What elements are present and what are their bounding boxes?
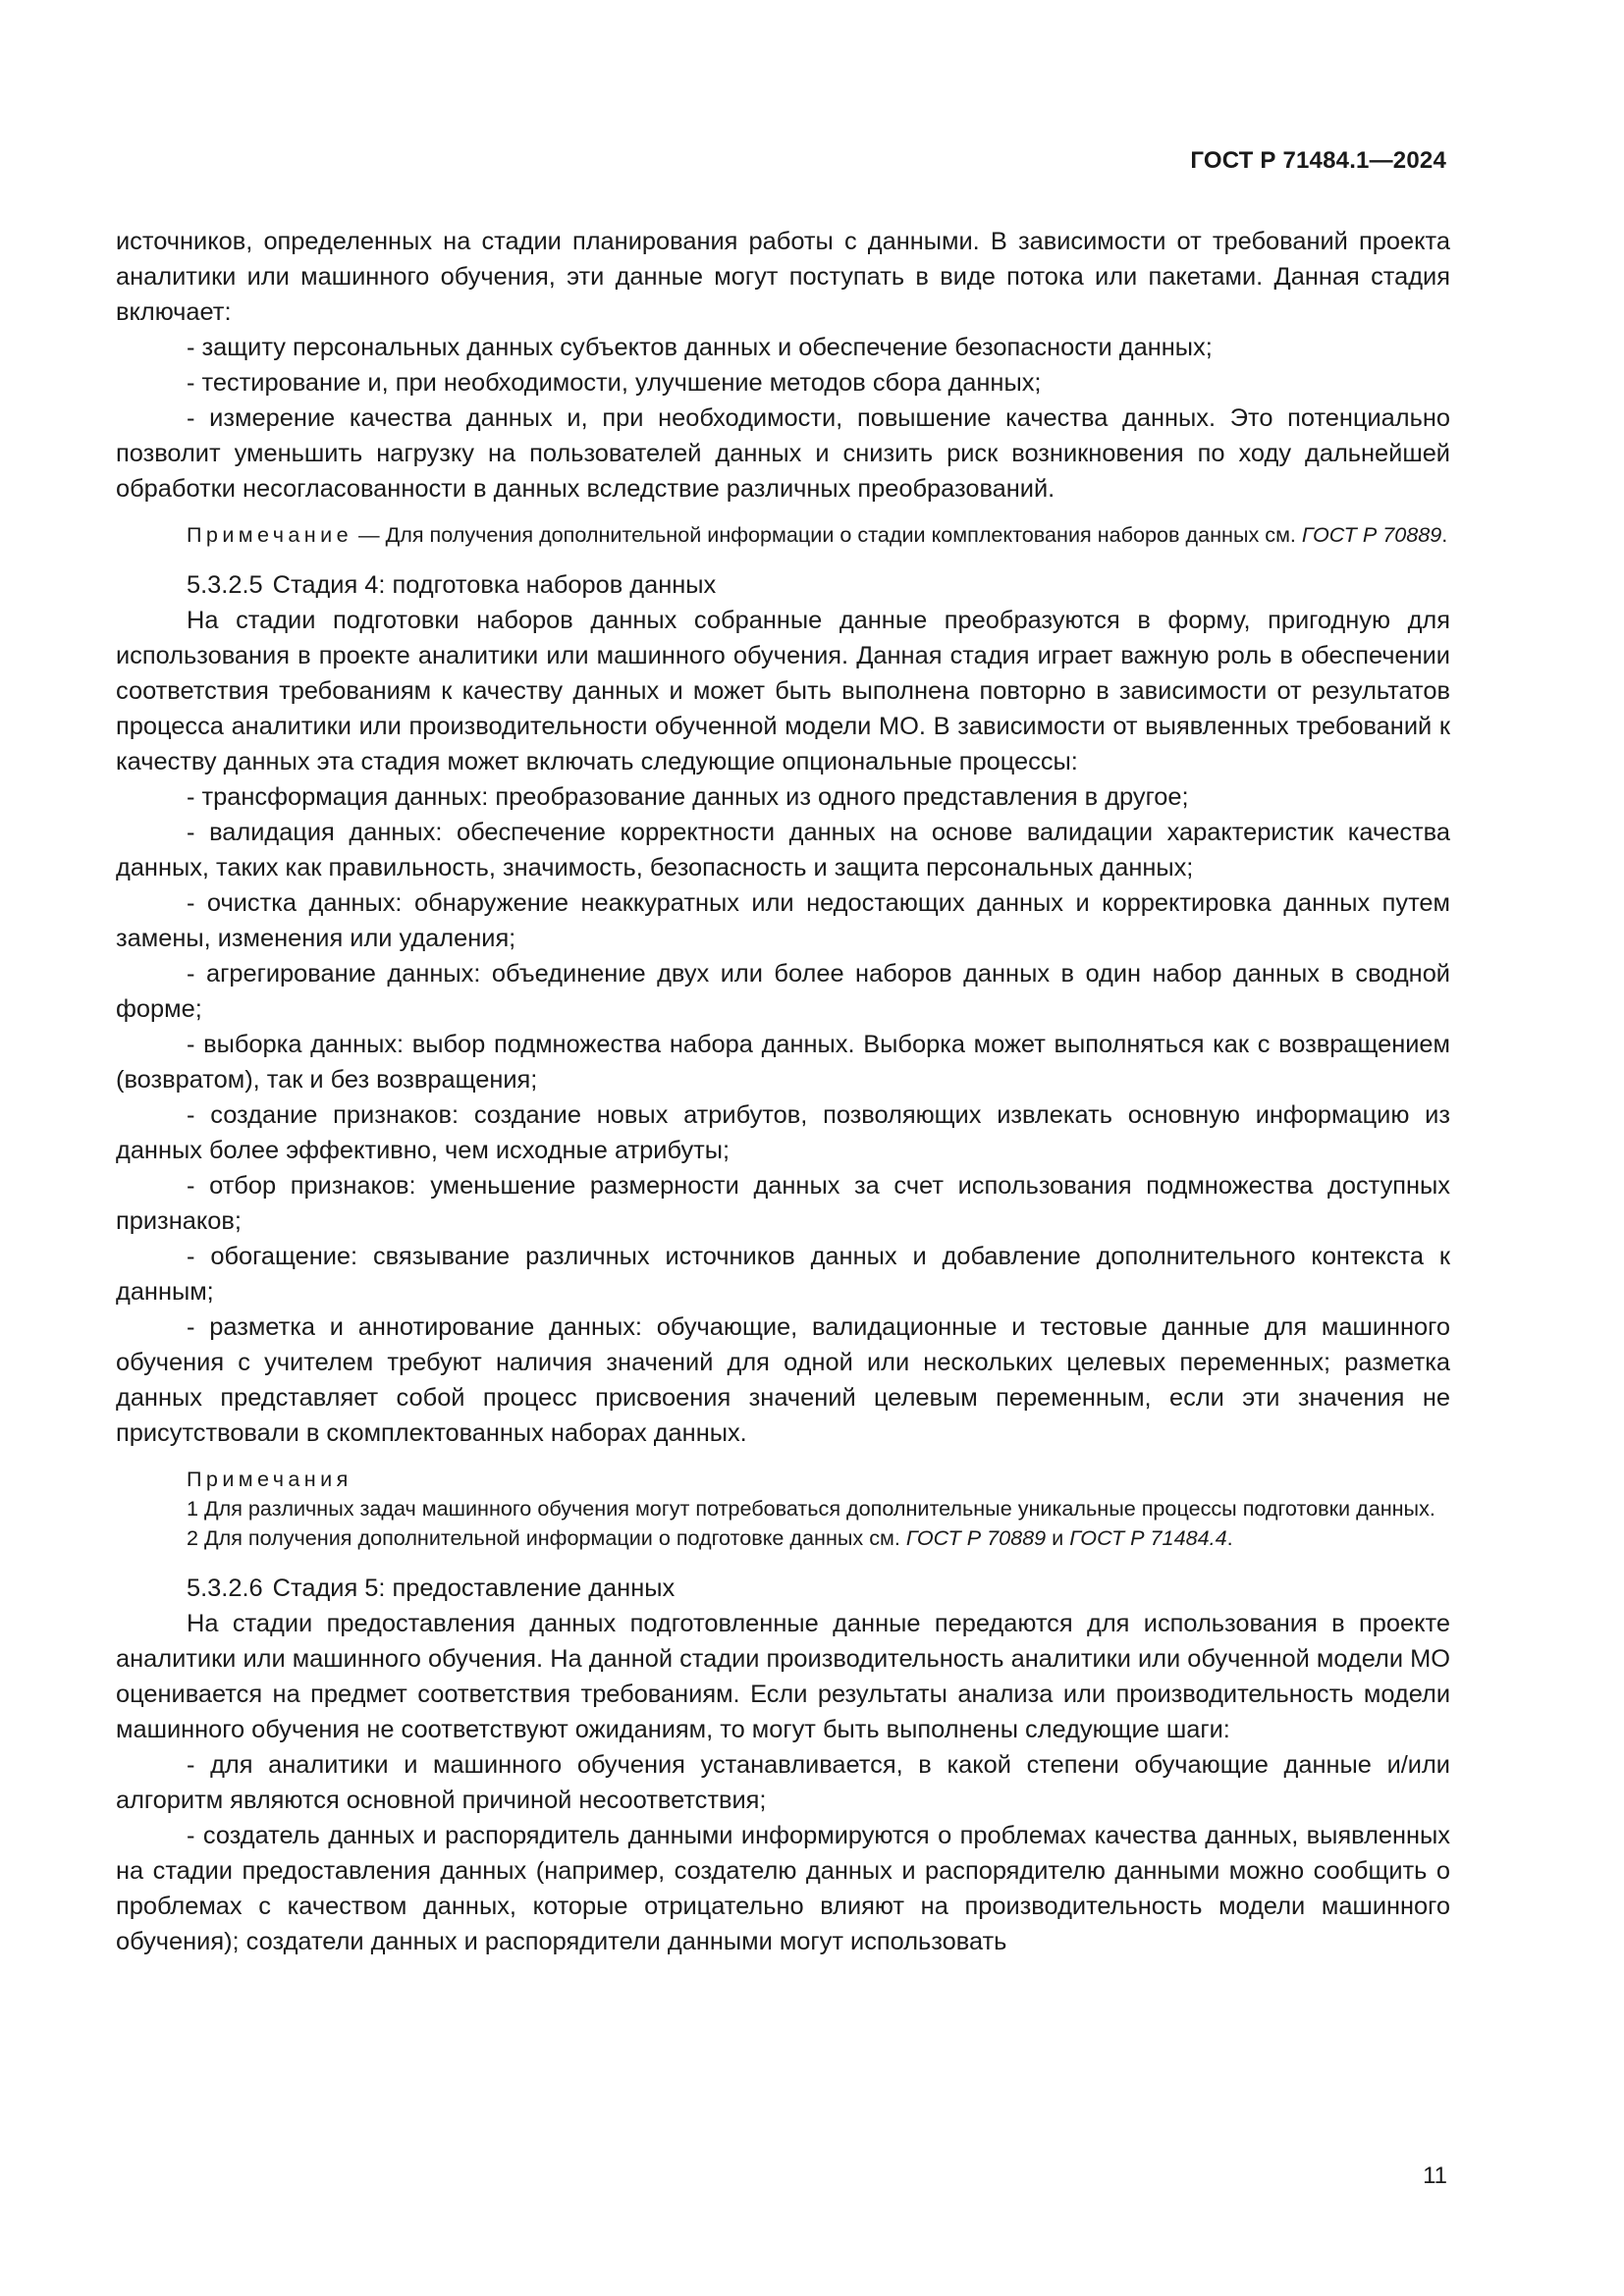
list-item: - измерение качества данных и, при необходимости, повышение качества данных. Это потенциально позволит уменьшить нагрузку на пользователей данных и снизить риск возникновения по ходу дальнейшей обработки несогласованности в данных вследствие различных преобразований. [116, 404, 1450, 503]
list-item: - обогащение: связывание различных источников данных и добавление дополнительного контекста к данным; [116, 1243, 1450, 1306]
note-text: 2 Для получения дополнительной информации о подготовке данных см. [187, 1525, 906, 1550]
section-title: Стадия 4: подготовка наборов данных [272, 571, 717, 599]
page-number: 11 [1423, 2163, 1447, 2189]
list-item: - тестирование и, при необходимости, улучшение методов сбора данных; [187, 369, 1042, 397]
list-item: - агрегирование данных: объединение двух или более наборов данных в один набор данных в сводной форме; [116, 960, 1450, 1023]
note: 2 Для получения дополнительной информации о подготовке данных см. ГОСТ Р 70889 и ГОСТ Р 71484.4. [187, 1525, 1233, 1550]
section-number: 5.3.2.5 [187, 571, 263, 599]
list-item: - создание признаков: создание новых атрибутов, позволяющих извлекать основную информацию из данных более эффективно, чем исходные атрибуты; [116, 1101, 1450, 1164]
list-item: - защиту персональных данных субъектов данных и обеспечение безопасности данных; [187, 334, 1213, 361]
standard-reference: ГОСТ Р 70889 [1301, 522, 1442, 547]
note-end: . [1441, 522, 1448, 547]
note-label: Примечание [187, 522, 352, 547]
list-item: - разметка и аннотирование данных: обучающие, валидационные и тестовые данные для машинного обучения с учителем требуют наличия значений для одной или нескольких целевых переменных; разметка данных представляет собой процесс присвоения значений целевым переменным, если эти значения не присутствовали в скомплектованных наборах данных. [116, 1313, 1450, 1447]
page-content [116, 224, 1450, 1959]
note [116, 520, 1450, 550]
list-item: - создатель данных и распорядитель данными информируются о проблемах качества данных, выявленных на стадии предоставления данных (например, создателю данных и распорядителю данными можно сообщить о проблемах с качеством данных, которые отрицательно влияют на производительность модели машинного обучения); создатели данных и распорядители данными могут использовать [116, 1822, 1450, 1955]
intro-paragraph: источников, определенных на стадии планирования работы с данными. В зависимости от требований проекта аналитики или машинного обучения, эти данные могут поступать в виде потока или пакетами. Данная стадия включает: [116, 228, 1450, 326]
section-heading [116, 1571, 1450, 1606]
notes-label: Примечания [187, 1467, 352, 1491]
section-paragraph: На стадии подготовки наборов данных собранные данные преобразуются в форму, пригодную для использования в проекте аналитики или машинного обучения. Данная стадия играет важную роль в обеспечении соответствия требованиям к качеству данных и может быть выполнена повторно в зависимости от результатов процесса аналитики или производительности обученной модели МО. В зависимости от выявленных требований к качеству данных эта стадия может включать следующие опциональные процессы: [116, 607, 1450, 775]
note: 1 Для различных задач машинного обучения могут потребоваться дополнительные уникальные процессы подготовки данных. [187, 1496, 1435, 1521]
document-header: ГОСТ Р 71484.1—2024 [1190, 147, 1446, 174]
section-heading [116, 567, 1450, 603]
section-paragraph: На стадии предоставления данных подготовленные данные передаются для использования в проекте аналитики или машинного обучения. На данной стадии производительность аналитики или обученной модели МО оценивается на предмет соответствия требованиям. Если результаты анализа или производительность модели машинного обучения не соответствуют ожиданиям, то могут быть выполнены следующие шаги: [116, 1610, 1450, 1743]
standard-reference: ГОСТ Р 70889 [905, 1525, 1047, 1550]
list-item: - выборка данных: выбор подмножества набора данных. Выборка может выполняться как с возвращением (возвратом), так и без возвращения; [116, 1031, 1450, 1094]
list-item: - очистка данных: обнаружение неаккуратных или недостающих данных и корректировка данных путем замены, изменения или удаления; [116, 889, 1450, 952]
note-text: — Для получения дополнительной информации о стадии комплектования наборов данных см. [352, 522, 1302, 547]
section-number: 5.3.2.6 [187, 1575, 263, 1602]
list-item: - трансформация данных: преобразование данных из одного представления в другое; [187, 783, 1189, 811]
section-title: Стадия 5: предоставление данных [272, 1575, 676, 1602]
list-item: - для аналитики и машинного обучения устанавливается, в какой степени обучающие данные и/или алгоритм являются основной причиной несоответствия; [116, 1751, 1450, 1814]
list-item: - отбор признаков: уменьшение размерности данных за счет использования подмножества доступных признаков; [116, 1172, 1450, 1235]
standard-reference: ГОСТ Р 71484.4 [1069, 1525, 1227, 1550]
list-item: - валидация данных: обеспечение корректности данных на основе валидации характеристик качества данных, таких как правильность, значимость, безопасность и защита персональных данных; [116, 819, 1450, 881]
